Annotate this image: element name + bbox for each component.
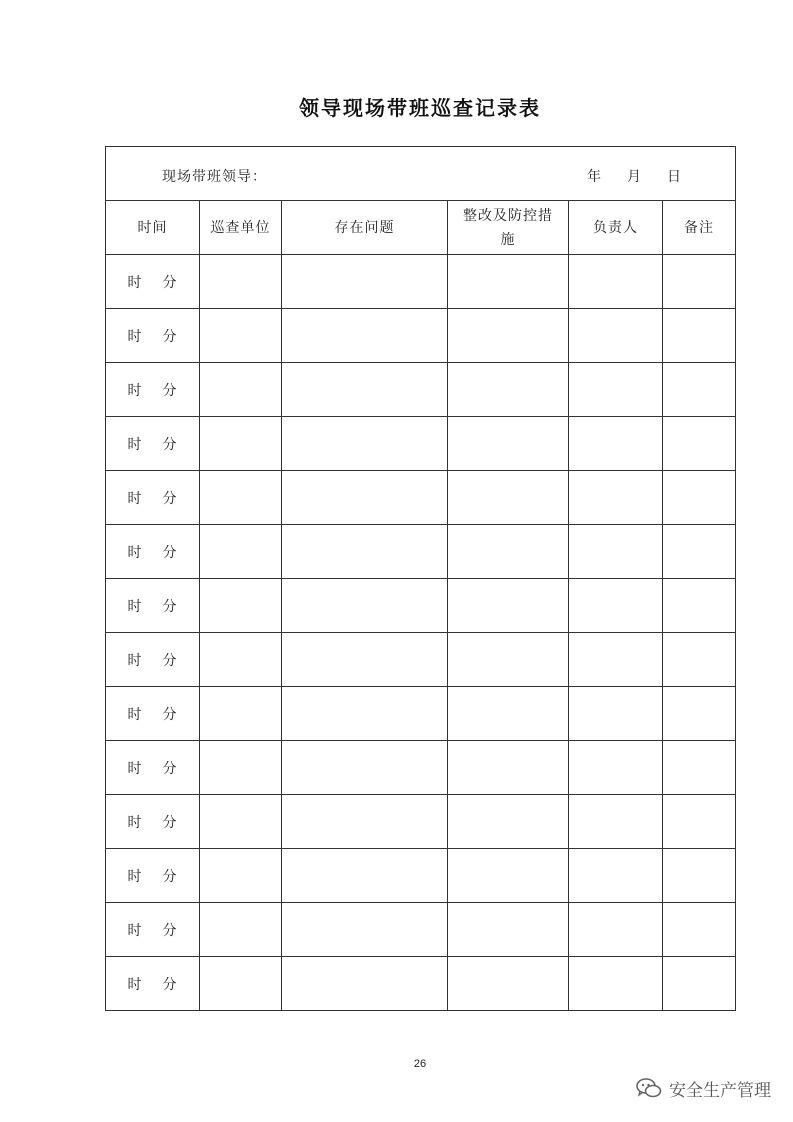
- problem-cell[interactable]: [282, 903, 448, 957]
- responsible-cell[interactable]: [569, 255, 663, 309]
- time-cell[interactable]: [106, 417, 200, 471]
- leader-row: [106, 147, 736, 201]
- measures-cell[interactable]: [448, 255, 569, 309]
- remarks-cell[interactable]: [663, 633, 736, 687]
- problem-cell[interactable]: [282, 795, 448, 849]
- time-cell[interactable]: [106, 363, 200, 417]
- hour-label: 时: [127, 328, 143, 345]
- problem-cell[interactable]: [282, 741, 448, 795]
- problem-cell[interactable]: [282, 633, 448, 687]
- header-row: [106, 201, 736, 255]
- minute-label: 分: [162, 328, 178, 345]
- remarks-cell[interactable]: [663, 741, 736, 795]
- table-row: [106, 795, 736, 849]
- unit-cell[interactable]: [200, 579, 282, 633]
- minute-label: 分: [162, 868, 178, 885]
- measures-header-text: 整改及防控措施: [463, 207, 553, 248]
- time-cell[interactable]: [106, 849, 200, 903]
- unit-cell[interactable]: [200, 363, 282, 417]
- minute-label: 分: [162, 490, 178, 507]
- time-cell[interactable]: [106, 903, 200, 957]
- responsible-cell[interactable]: [569, 633, 663, 687]
- measures-cell[interactable]: [448, 471, 569, 525]
- patrol-record-table: [105, 146, 736, 1011]
- problem-cell[interactable]: [282, 363, 448, 417]
- time-cell[interactable]: [106, 741, 200, 795]
- measures-cell[interactable]: [448, 309, 569, 363]
- measures-cell[interactable]: [448, 849, 569, 903]
- time-cell[interactable]: [106, 687, 200, 741]
- measures-cell[interactable]: [448, 579, 569, 633]
- remarks-cell[interactable]: [663, 255, 736, 309]
- time-cell[interactable]: [106, 957, 200, 1011]
- remarks-cell[interactable]: [663, 471, 736, 525]
- hour-label: 时: [127, 652, 143, 669]
- hour-label: 时: [127, 922, 143, 939]
- remarks-cell[interactable]: [663, 525, 736, 579]
- responsible-cell[interactable]: [569, 309, 663, 363]
- remarks-cell[interactable]: [663, 957, 736, 1011]
- minute-label: 分: [162, 652, 178, 669]
- remarks-cell[interactable]: [663, 849, 736, 903]
- hour-label: 时: [127, 868, 143, 885]
- responsible-cell[interactable]: [569, 579, 663, 633]
- table-row: [106, 363, 736, 417]
- time-cell[interactable]: [106, 471, 200, 525]
- column-header-responsible: 负责人: [569, 201, 663, 255]
- hour-label: 时: [127, 382, 143, 399]
- time-cell[interactable]: [106, 255, 200, 309]
- hour-label: 时: [127, 274, 143, 291]
- column-header-problem: 存在问题: [282, 201, 448, 255]
- remarks-cell[interactable]: [663, 417, 736, 471]
- time-cell[interactable]: [106, 309, 200, 363]
- time-cell[interactable]: [106, 579, 200, 633]
- minute-label: 分: [162, 976, 178, 993]
- remarks-cell[interactable]: [663, 795, 736, 849]
- remarks-cell[interactable]: [663, 309, 736, 363]
- watermark-text: 安全生产管理: [669, 1080, 771, 1101]
- responsible-cell[interactable]: [569, 957, 663, 1011]
- table-row: [106, 255, 736, 309]
- wechat-icon: [635, 1077, 663, 1099]
- responsible-cell[interactable]: [569, 363, 663, 417]
- problem-cell[interactable]: [282, 471, 448, 525]
- table-row: [106, 309, 736, 363]
- problem-cell[interactable]: [282, 579, 448, 633]
- problem-cell[interactable]: [282, 309, 448, 363]
- table-row: [106, 417, 736, 471]
- unit-cell[interactable]: [200, 687, 282, 741]
- minute-label: 分: [162, 598, 178, 615]
- remarks-cell[interactable]: [663, 579, 736, 633]
- unit-cell[interactable]: [200, 957, 282, 1011]
- table-row: [106, 741, 736, 795]
- minute-label: 分: [162, 382, 178, 399]
- minute-label: 分: [162, 706, 178, 723]
- responsible-cell[interactable]: [569, 903, 663, 957]
- leader-cell[interactable]: [106, 147, 736, 201]
- problem-cell[interactable]: [282, 687, 448, 741]
- problem-cell[interactable]: [282, 525, 448, 579]
- unit-cell[interactable]: [200, 741, 282, 795]
- responsible-cell[interactable]: [569, 795, 663, 849]
- minute-label: 分: [162, 922, 178, 939]
- measures-cell[interactable]: [448, 957, 569, 1011]
- measures-cell[interactable]: [448, 417, 569, 471]
- unit-cell[interactable]: [200, 633, 282, 687]
- minute-label: 分: [162, 760, 178, 777]
- day-label: 日: [667, 169, 681, 185]
- table-row: [106, 957, 736, 1011]
- unit-cell[interactable]: [200, 471, 282, 525]
- hour-label: 时: [127, 814, 143, 831]
- page-number: 26: [413, 1058, 427, 1070]
- measures-cell[interactable]: [448, 741, 569, 795]
- minute-label: 分: [162, 274, 178, 291]
- table-row: [106, 849, 736, 903]
- table-row: [106, 633, 736, 687]
- unit-cell[interactable]: [200, 849, 282, 903]
- page-title: 领导现场带班巡查记录表: [299, 96, 541, 120]
- hour-label: 时: [127, 976, 143, 993]
- column-header-unit: 巡查单位: [200, 201, 282, 255]
- problem-cell[interactable]: [282, 255, 448, 309]
- problem-cell[interactable]: [282, 417, 448, 471]
- unit-cell[interactable]: [200, 795, 282, 849]
- table-row: [106, 525, 736, 579]
- responsible-cell[interactable]: [569, 417, 663, 471]
- time-cell[interactable]: [106, 633, 200, 687]
- minute-label: 分: [162, 544, 178, 561]
- measures-cell[interactable]: [448, 795, 569, 849]
- minute-label: 分: [162, 436, 178, 453]
- watermark: [635, 1076, 771, 1100]
- responsible-cell[interactable]: [569, 741, 663, 795]
- unit-cell[interactable]: [200, 255, 282, 309]
- hour-label: 时: [127, 598, 143, 615]
- column-header-time: 时间: [106, 201, 200, 255]
- problem-cell[interactable]: [282, 957, 448, 1011]
- hour-label: 时: [127, 436, 143, 453]
- responsible-cell[interactable]: [569, 849, 663, 903]
- minute-label: 分: [162, 814, 178, 831]
- leader-label: 现场带班领导：: [162, 169, 267, 185]
- problem-cell[interactable]: [282, 849, 448, 903]
- remarks-cell[interactable]: [663, 363, 736, 417]
- hour-label: 时: [127, 544, 143, 561]
- unit-cell[interactable]: [200, 309, 282, 363]
- time-cell[interactable]: [106, 795, 200, 849]
- hour-label: 时: [127, 490, 143, 507]
- remarks-cell[interactable]: [663, 687, 736, 741]
- column-header-measures: [448, 201, 569, 255]
- table-row: [106, 579, 736, 633]
- responsible-cell[interactable]: [569, 687, 663, 741]
- unit-cell[interactable]: [200, 903, 282, 957]
- time-cell[interactable]: [106, 525, 200, 579]
- measures-cell[interactable]: [448, 633, 569, 687]
- table-row: [106, 471, 736, 525]
- year-label: 年: [587, 169, 601, 185]
- remarks-cell[interactable]: [663, 903, 736, 957]
- responsible-cell[interactable]: [569, 525, 663, 579]
- column-header-remarks: 备注: [663, 201, 736, 255]
- responsible-cell[interactable]: [569, 471, 663, 525]
- month-label: 月: [627, 169, 641, 185]
- table-body: [106, 255, 736, 1011]
- hour-label: 时: [127, 760, 143, 777]
- table-row: [106, 903, 736, 957]
- measures-cell[interactable]: [448, 687, 569, 741]
- hour-label: 时: [127, 706, 143, 723]
- measures-cell[interactable]: [448, 903, 569, 957]
- unit-cell[interactable]: [200, 417, 282, 471]
- table-row: [106, 687, 736, 741]
- measures-cell[interactable]: [448, 525, 569, 579]
- unit-cell[interactable]: [200, 525, 282, 579]
- measures-cell[interactable]: [448, 363, 569, 417]
